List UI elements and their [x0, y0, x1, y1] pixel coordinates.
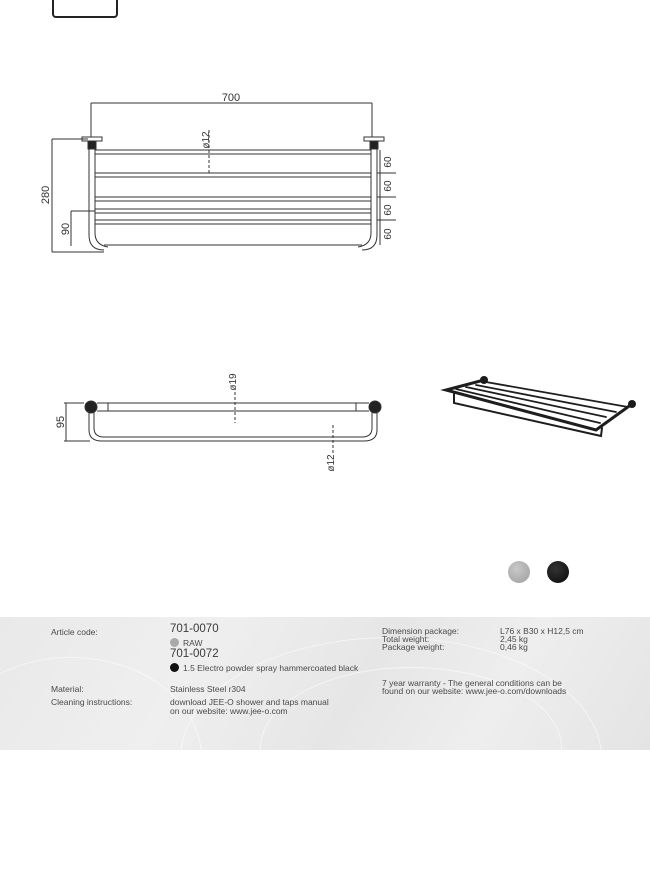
spacing-label: 60 [383, 180, 394, 192]
spacing-label: 60 [383, 156, 394, 168]
wall-mount-diameter-label: ø19 [228, 373, 239, 391]
depth-dimension: 95 [55, 415, 67, 429]
product-image [436, 370, 636, 440]
dimension-package-value: L76 x B30 x H12,5 cm [500, 626, 584, 636]
rod-diameter-label: ø12 [326, 454, 337, 472]
article-code-2: 701-0072 [170, 648, 219, 660]
finish-black [170, 663, 358, 673]
height-dimension: 280 [40, 185, 52, 205]
finish-raw [170, 638, 203, 648]
material-label: Material: [51, 684, 84, 694]
lower-bar-height-dimension: 90 [60, 222, 72, 236]
cleaning-line-1: download JEE-O shower and taps manual [170, 697, 329, 707]
raw-swatch-icon [170, 638, 179, 647]
total-weight-label: Total weight: [382, 634, 430, 644]
black-swatch-icon [170, 663, 179, 672]
material-value: Stainless Steel r304 [170, 684, 246, 694]
article-code-label: Article code: [51, 627, 98, 637]
swatch-raw[interactable] [508, 561, 530, 583]
finish-black-label: 1.5 Electro powder spray hammercoated black [183, 663, 359, 673]
spacing-label: 60 [383, 228, 394, 240]
total-weight-value: 2,45 kg [500, 634, 528, 644]
article-code-1: 701-0070 [170, 623, 219, 635]
dimension-package-label: Dimension package: [382, 626, 460, 636]
header-frame-box [52, 0, 118, 18]
width-dimension: 700 [221, 92, 241, 104]
finish-raw-label: RAW [183, 638, 203, 648]
package-weight-label: Package weight: [382, 642, 445, 652]
warranty-line-2: found on our website: www.jee-o.com/downloads [382, 686, 567, 696]
spec-panel [0, 617, 650, 750]
warranty-line-1: 7 year warranty - The general conditions can be [382, 678, 562, 688]
rod-diameter-label: ø12 [201, 131, 212, 149]
cleaning-line-2: on our website: www.jee-o.com [170, 706, 288, 716]
package-weight-value: 0,46 kg [500, 642, 528, 652]
cleaning-label: Cleaning instructions: [51, 697, 133, 707]
front-view-drawing [0, 80, 420, 270]
spacing-label: 60 [383, 204, 394, 216]
swatch-black[interactable] [547, 561, 569, 583]
top-view-drawing [0, 360, 420, 480]
